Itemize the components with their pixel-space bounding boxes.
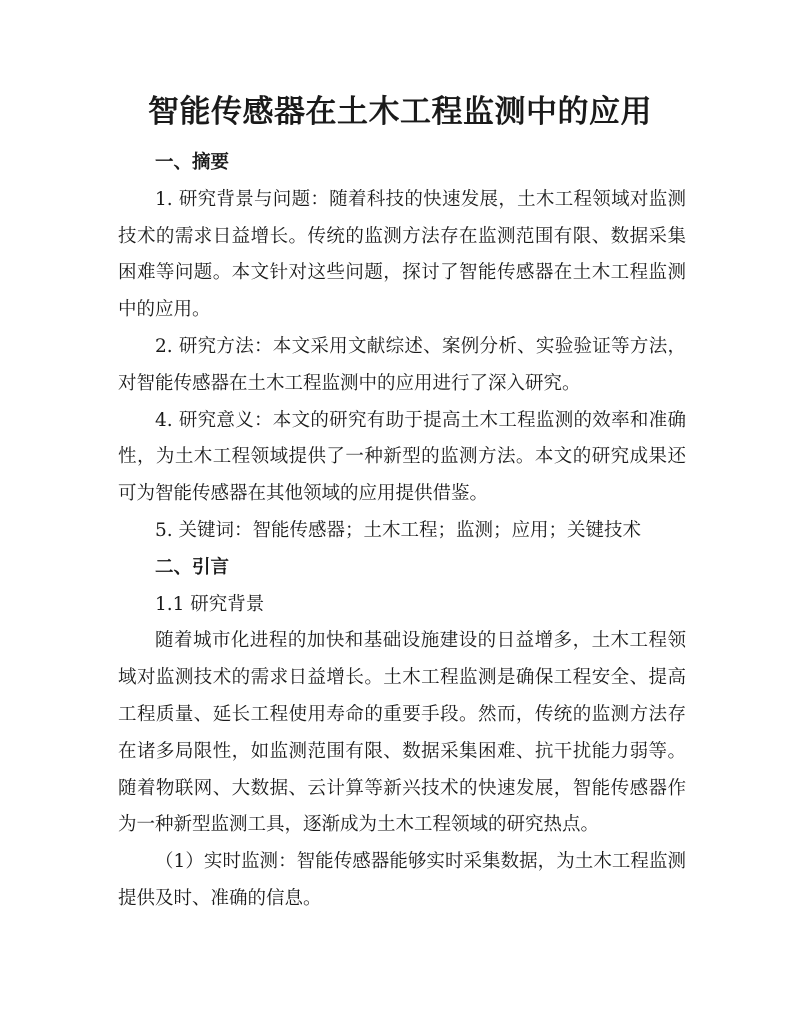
document-title: 智能传感器在土木工程监测中的应用: [148, 94, 652, 130]
intro-subheading: 1.1 研究背景: [155, 593, 265, 615]
document-body: [118, 145, 686, 918]
abstract-item-significance: 4. 研究意义：本文的研究有助于提高土木工程监测的效率和准确性，为土木工程领域提供了一种新型的监测方法。本文的研究成果还可为智能传感器在其他领域的应用提供借鉴。: [118, 409, 686, 505]
abstract-item-keywords: 5. 关键词：智能传感器；土木工程；监测；应用；关键技术: [155, 519, 642, 541]
intro-heading: 二、引言: [155, 556, 230, 578]
intro-point-realtime: （1）实时监测：智能传感器能够实时采集数据，为土木工程监测提供及时、准确的信息。: [118, 851, 686, 909]
abstract-item-background: 1. 研究背景与问题：随着科技的快速发展，土木工程领域对监测技术的需求日益增长。传统的监测方法存在监测范围有限、数据采集困难等问题。本文针对这些问题，探讨了智能传感器在土木工程监测中的应用。: [118, 188, 686, 321]
intro-paragraph: 随着城市化进程的加快和基础设施建设的日益增多，土木工程领域对监测技术的需求日益增长。土木工程监测是确保工程安全、提高工程质量、延长工程使用寿命的重要手段。然而，传统的监测方法存在诸多局限性，如监测范围有限、数据采集困难、抗干扰能力弱等。随着物联网、大数据、云计算等新兴技术的快速发展，智能传感器作为一种新型监测工具，逐渐成为土木工程领域的研究热点。: [118, 630, 686, 836]
abstract-item-method: 2. 研究方法：本文采用文献综述、案例分析、实验验证等方法，对智能传感器在土木工程监测中的应用进行了深入研究。: [118, 335, 686, 394]
abstract-heading: 一、摘要: [155, 152, 230, 173]
